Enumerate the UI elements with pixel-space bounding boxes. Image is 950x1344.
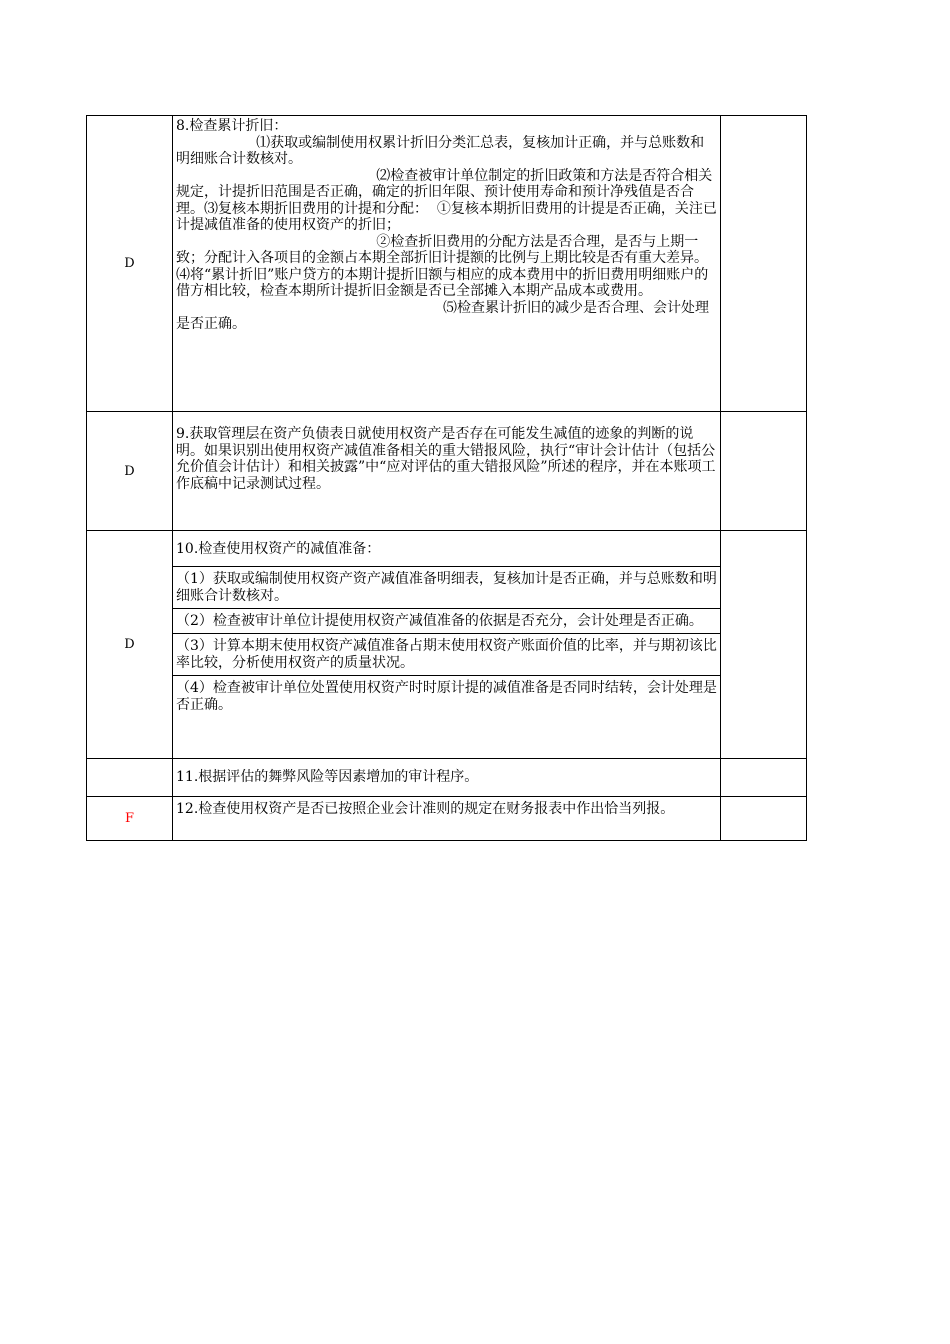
procedure-subitem: （4）检查被审计单位处置使用权资产时时原计提的减值准备是否同时结转，会计处理是否正确。	[176, 680, 717, 713]
procedure-cell	[173, 412, 721, 531]
procedure-cell	[173, 116, 721, 412]
workpaper-ref-cell	[721, 412, 807, 531]
workpaper-ref-cell	[721, 116, 807, 412]
procedure-text: 9.获取管理层在资产负债表日就使用权资产是否存在可能发生减值的迹象的判断的说明。如果识别出使用权资产减值准备相关的重大错报风险，执行“审计会计估计（包括公允价值会计估计）和相关披露”中“应对评估的重大错报风险”所述的程序，并在本账项工作底稿中记录测试过程。	[176, 426, 716, 492]
procedure-text: 12.检查使用权资产是否已按照企业会计准则的规定在财务报表中作出恰当列报。	[176, 801, 675, 817]
table-row	[87, 412, 807, 531]
procedure-subitem: （3）计算本期末使用权资产减值准备占期末使用权资产账面价值的比率，并与期初该比率比较，分析使用权资产的质量状况。	[173, 634, 720, 676]
procedure-text: 11.根据评估的舞弊风险等因素增加的审计程序。	[176, 769, 479, 786]
table-row	[87, 797, 807, 841]
procedure-heading: 10.检查使用权资产的减值准备：	[173, 531, 720, 567]
table-row	[87, 531, 807, 759]
procedure-cell	[173, 759, 721, 797]
workpaper-ref-cell	[721, 797, 807, 841]
objective-code-cell: D	[87, 116, 173, 412]
objective-code-cell: D	[87, 412, 173, 531]
audit-procedures-table	[86, 115, 807, 841]
objective-code-cell	[87, 759, 173, 797]
table-row	[87, 116, 807, 412]
objective-code-cell: D	[87, 531, 173, 759]
objective-code-cell: F	[87, 797, 173, 841]
procedure-subitem: （1）获取或编制使用权资产资产减值准备明细表，复核加计是否正确，并与总账数和明细账合计数核对。	[173, 567, 720, 609]
procedure-subitem: （2）检查被审计单位计提使用权资产减值准备的依据是否充分，会计处理是否正确。	[173, 609, 720, 634]
workpaper-ref-cell	[721, 759, 807, 797]
procedure-cell	[173, 797, 721, 841]
table-row	[87, 759, 807, 797]
procedure-cell	[173, 531, 721, 759]
workpaper-ref-cell	[721, 531, 807, 759]
procedure-text: 8.检查累计折旧： ⑴获取或编制使用权累计折旧分类汇总表，复核加计正确，并与总账数和明细账合计数核对。 ⑵检查被审计单位制定的折旧政策和方法是否符合相关规定，计提折旧范围是否正确，确定的折旧年限、预计使用寿命和预计净残值是否合理。⑶复核本期折旧费用的计提和分配： ①复核本期折旧费用的计提是否正确，关注已计提减值准备的使用权资产的折旧； ②检查折旧费用的分配方法是否合理，是否与上期一致；分配计入各项目的金额占本期全部折旧计提额的比例与上期比较是否有重大差异。⑷将“累计折旧”账户贷方的本期计提折旧额与相应的成本费用中的折旧费用明细账户的借方相比较，检查本期所计提折旧金额是否已全部摊入本期产品成本或费用。 ⑸检查累计折旧的减少是否合理、会计处理是否正确。	[176, 118, 717, 332]
